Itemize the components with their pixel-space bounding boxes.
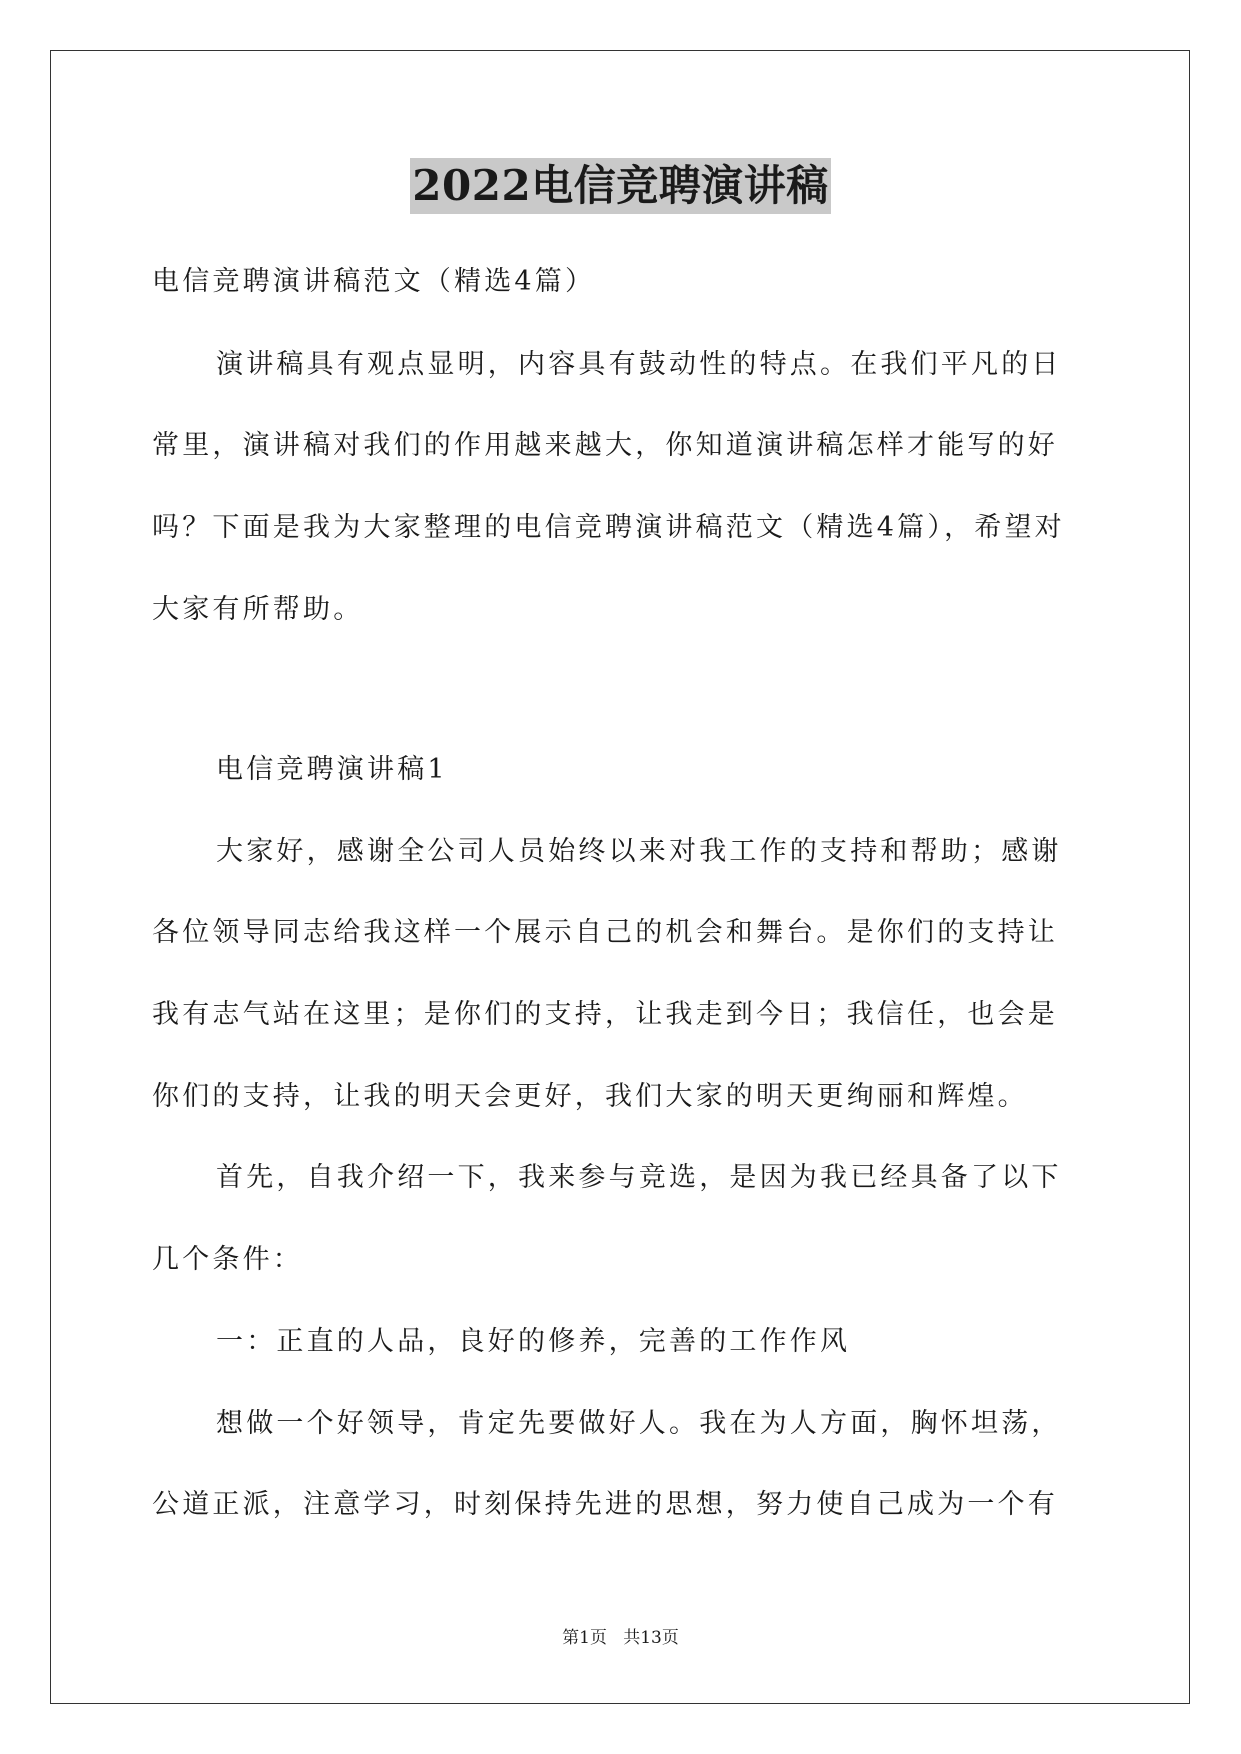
paragraph-line: 常里，演讲稿对我们的作用越来越大，你知道演讲稿怎样才能写的好 (152, 430, 1058, 461)
paragraph-line: 首先，自我介绍一下，我来参与竞选，是因为我已经具备了以下 (216, 1162, 1062, 1193)
section-heading: 电信竞聘演讲稿1 (216, 754, 448, 785)
paragraph-line: 公道正派，注意学习，时刻保持先进的思想，努力使自己成为一个有 (152, 1489, 1058, 1520)
title-container (0, 158, 1241, 214)
paragraph-line: 你们的支持，让我的明天会更好，我们大家的明天更绚丽和辉煌。 (152, 1081, 1028, 1112)
subtitle-line: 电信竞聘演讲稿范文（精选4篇） (152, 266, 596, 297)
paragraph-line: 一：正直的人品，良好的修养，完善的工作作风 (216, 1326, 851, 1357)
paragraph-line: 吗？下面是我为大家整理的电信竞聘演讲稿范文（精选4篇），希望对 (152, 512, 1065, 543)
paragraph-line: 我有志气站在这里；是你们的支持，让我走到今日；我信任，也会是 (152, 999, 1058, 1030)
page-footer (0, 1626, 1241, 1650)
paragraph-line: 各位领导同志给我这样一个展示自己的机会和舞台。是你们的支持让 (152, 917, 1058, 948)
paragraph-line: 大家好，感谢全公司人员始终以来对我工作的支持和帮助；感谢 (216, 836, 1062, 867)
paragraph-line: 想做一个好领导，肯定先要做好人。我在为人方面，胸怀坦荡， (216, 1408, 1062, 1439)
paragraph-line: 几个条件： (152, 1244, 303, 1275)
paragraph-line: 大家有所帮助。 (152, 594, 364, 625)
page-total: 共13页 (623, 1628, 679, 1648)
document-title: 2022电信竞聘演讲稿 (410, 158, 830, 214)
paragraph-line: 演讲稿具有观点显明，内容具有鼓动性的特点。在我们平凡的日 (216, 349, 1062, 380)
page-number: 第1页 (562, 1628, 607, 1648)
